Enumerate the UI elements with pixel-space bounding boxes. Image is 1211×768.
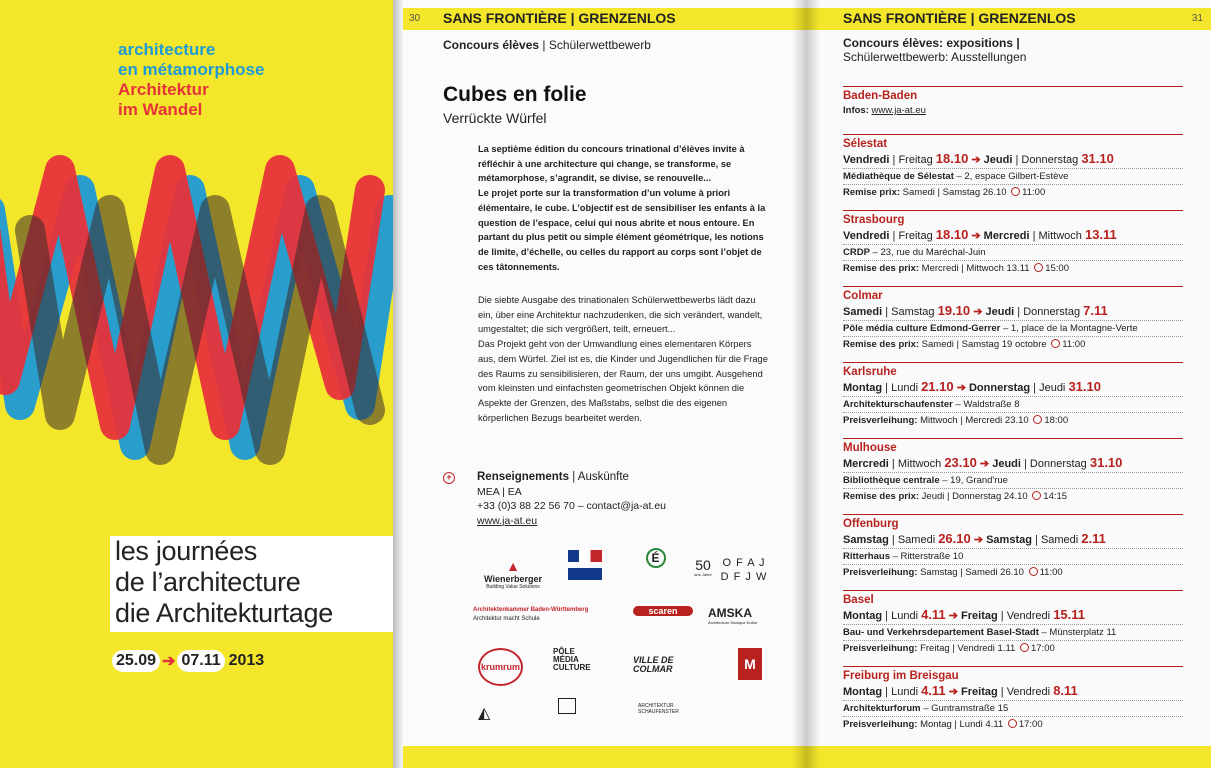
gutter-shadow [792,0,806,768]
arrow-icon: ➔ [973,534,984,546]
event-city: Karlsruhe [843,366,897,378]
e-icon: É [646,548,666,568]
logo-architektenkammer: Architektenkammer Baden-Württemberg Architektur macht Schule [473,607,589,622]
arrow-icon: ➔ [948,686,958,698]
event-baden-baden [843,86,1183,119]
page-footer-band-right [806,746,1211,768]
logo-ville-colmar: VILLE DE COLMAR [633,655,674,674]
section-label-right [843,36,1026,64]
cover-line-de-1: Architektur [118,80,209,99]
arrow-icon: ➔ [162,653,176,670]
clock-icon [1051,339,1060,348]
event-city: Offenburg [843,518,899,530]
info-web-link[interactable]: www.ja-at.eu [477,514,538,527]
event-city: Basel [843,594,874,606]
arrow-icon: ➔ [956,382,966,394]
page-number: 30 [409,13,421,24]
event-selestat: Sélestat Vendredi | Freitag 18.10 ➔ Jeudi | Donnerstag 31.10 Médiathèque de Sélestat – 2, espace Gilbert-Estève Remise prix: Samedi | Samstag 26.10 11:00 [843,134,1183,210]
page-31 [806,0,1211,768]
cover-page [0,0,393,768]
date-end: 07.11 [177,650,224,672]
logo-french-republic [568,550,602,588]
sponsor-logos [473,548,793,738]
event-city: Strasbourg [843,214,905,226]
brick-icon: ▲ [506,558,520,574]
cover-title-line-1: les journées [115,536,257,566]
event-mulhouse: Mulhouse Mercredi | Mittwoch 23.10 ➔ Jeudi | Donnerstag 31.10 Bibliothèque centrale – 19, Grand'rue Remise des prix: Jeudi | Donnerstag 24.10 14:15 [843,438,1183,514]
page-number-right: 31 [1191,13,1203,24]
info-label-de: Auskünfte [577,471,629,483]
cover-line-fr-2: en métamorphose [118,60,265,79]
logo-amska: AMSKA Architecture Musique Kultur [708,606,758,625]
clock-icon [1011,187,1020,196]
event-dates: Montag | Lundi 4.11 ➔ Freitag | Vendredi 8.11 [843,683,1183,701]
event-dates: Samstag | Samedi 26.10 ➔ Samstag | Samedi 2.11 [843,531,1183,549]
event-city: Mulhouse [843,442,897,454]
paragraph-german: Die siebte Ausgabe des trinationalen Schülerwettbewerbs lädt dazu ein, über eine Architektur nachzudenken, die sich verändert, wandelt, umgestaltet; die sich vergrößert, teilt, erneuert... Das Projekt geht von der Umwandlung eines elementaren Körpers aus, dem Würfel. Ziel ist es, die Kinder und Jugendlichen für die Frage des Raums zu sensibilisieren, der Raum, der uns umgibt. Ausgehend vom kleinsten und einfachsten geometrischen Objekt können die Aspekte der Grenzen, des Maßstabs, selbst die des eigenen körperlichen Bezugs bearbeitet werden. [478,295,768,423]
logo-mediatheque [628,548,683,592]
event-dates: Vendredi | Freitag 18.10 ➔ Jeudi | Donnerstag 31.10 [843,151,1183,169]
cover-line-de-2: im Wandel [118,100,203,119]
event-city: Colmar [843,290,883,302]
event-dates: Vendredi | Freitag 18.10 ➔ Mercredi | Mittwoch 13.11 [843,227,1183,245]
info-org: MEA | EA [477,485,522,498]
event-colmar: Colmar Samedi | Samstag 19.10 ➔ Jeudi | Donnerstag 7.11 Pôle média culture Edmond-Gerrer – 1, place de la Montagne-Verte Remise des prix: Samedi | Samstag 19 octobre 11:00 [843,286,1183,362]
section-de: Schülerwettbewerb [548,38,651,52]
article-subtitle: Verrückte Würfel [443,110,547,126]
section-fr: Concours élèves [443,38,540,52]
section-label [443,38,651,52]
arrow-icon: ➔ [979,458,990,470]
cover-line-fr-1: architecture [118,40,216,59]
cover-gap [393,0,403,768]
event-dates: Montag | Lundi 21.10 ➔ Donnerstag | Jeudi 31.10 [843,379,1183,397]
logo-ofaj: O F A J D F J W [720,557,768,583]
cover-dates [112,650,264,672]
event-city: Sélestat [843,138,888,150]
clock-icon [1008,719,1017,728]
wm-logo-graphic [0,150,393,480]
event-web-link[interactable]: www.ja-at.eu [871,105,926,116]
page-30: 30 SANS FRONTIÈRE | GRENZENLOS Concours élèves | Schülerwettbewerb Cubes en folie Verrückte Würfel La septième édition du concours trinational d’élèves invite à réfléchir à une architecture qui change, se transforme, se métamorphose, s’agrandit, se divise, se renouvelle... Le projet porte sur la transformation d’un volume à priori élémentaire, le cube. L’objectif est de sensibiliser les enfants à la question de l’espace, celui qui nous abrite et nous entoure. En partant du plus petit ou simple élément géométrique, les notions de limite, d’échelle, ou celles du rapport au corps sont l’objet de ces tâtonnements. Die siebte Ausgabe des trinationalen Schülerwettbewerbs lädt dazu ein, über eine Architektur nachzudenken, die sich verändert, wandelt, umgestaltet; die sich vergrößert, teilt, erneuert... Das Projekt geht von der Umwandlung eines elementaren Körpers aus, dem Würfel. Ziel ist es, die Kinder und Jugendlichen für die Frage des Raums zu sensibilisieren, der Raum, der uns umgibt. Ausgehend vom kleinsten und einfachsten geometrischen Objekt können die Aspekte der Grenzen, des Maßstabs, selbst die des eigenen körperlichen Bezugs bearbeitet werden. + Renseignements | Auskünfte MEA | EA +33 (0)3 88 22 56 70 – contact@ja-at.eu www.ja-at.eu ▲ Wienerberger Building Value Solutions É 50 ans Jahre O F A J D F J W Architektenkammer Baden-Württemberg Architektur macht Schule scaren AMSKA Architecture Musique Kultur krumrum PÔLE MÉDIA CULTURE VILLE DE COLMAR M ◭ ARCHITEKTUR SCHAUFENSTER [403,0,806,768]
clock-icon [1029,567,1038,576]
section-de-right: Schülerwettbewerb: Ausstellungen [843,50,1027,64]
logo-scaren: scaren [633,606,693,616]
plus-circle-icon: + [443,472,455,484]
article-title: Cubes en folie [443,83,587,106]
clock-icon [1020,643,1029,652]
page-header-title: SANS FRONTIÈRE | GRENZENLOS [443,10,676,26]
logo-architektur-schaufenster: ARCHITEKTUR SCHAUFENSTER [638,703,679,715]
logo-museum: M [738,648,762,680]
logo-wienerberger: ▲ Wienerberger Building Value Solutions [473,558,553,590]
clock-icon [1033,415,1042,424]
logo-krumrum: krumrum [478,648,523,686]
event-dates: Mercredi | Mittwoch 23.10 ➔ Jeudi | Donnerstag 31.10 [843,455,1183,473]
page-header-band [403,8,806,30]
arrow-icon: ➔ [948,610,958,622]
section-fr-right: Concours élèves: expositions | [843,36,1020,50]
clock-icon [1034,263,1043,272]
event-dates: Montag | Lundi 4.11 ➔ Freitag | Vendredi 15.11 [843,607,1183,625]
clock-icon [1032,491,1041,500]
info-label-fr: Renseignements [477,471,570,483]
date-start: 25.09 [112,650,160,672]
page-footer-band [403,746,806,768]
cover-title-line-3: die Architekturtage [115,598,333,628]
cover-title [115,536,333,629]
event-strasbourg: Strasbourg Vendredi | Freitag 18.10 ➔ Mercredi | Mittwoch 13.11 CRDP – 23, rue du Maréchal-Juin Remise des prix: Mercredi | Mittwoch 13.11 15:00 [843,210,1183,286]
section-sep: | [539,38,549,52]
info-contact[interactable]: +33 (0)3 88 22 56 70 – contact@ja-at.eu [477,500,666,512]
event-freiburg: Freiburg im Breisgau Montag | Lundi 4.11 ➔ Freitag | Vendredi 8.11 Architekturforum – Guntramstraße 15 Preisverleihung: Montag | Lundi 4.11 17:00 [843,666,1183,742]
cover-title-line-2: de l’architecture [115,567,301,597]
event-karlsruhe: Karlsruhe Montag | Lundi 21.10 ➔ Donnerstag | Jeudi 31.10 Architekturschaufenster – Waldstraße 8 Preisverleihung: Mittwoch | Mercredi 23.10 18:00 [843,362,1183,438]
event-dates: Samedi | Samstag 19.10 ➔ Jeudi | Donnerstag 7.11 [843,303,1183,321]
event-offenburg: Offenburg Samstag | Samedi 26.10 ➔ Samstag | Samedi 2.11 Ritterhaus – Ritterstraße 10 Preisverleihung: Samstag | Samedi 26.10 11:00 [843,514,1183,590]
cover-subtitle [118,40,264,120]
page-header-band-right [806,8,1211,30]
paragraph-french: La septième édition du concours trinational d’élèves invite à réfléchir à une architecture qui change, se transforme, se métamorphose, s’agrandit, se divise, se renouvelle... Le projet porte sur la transformation d’un volume à priori élémentaire, le cube. L’objectif est de sensibiliser les enfants à la question de l’espace, celui qui nous abrite et nous entoure. En partant du plus petit ou simple élément géométrique, les notions de limite, d’échelle, ou celles du rapport au corps sont l’objet de ces tâtonnements. [478,144,766,272]
event-city: Freiburg im Breisgau [843,670,959,682]
arrow-icon: ➔ [973,306,983,318]
page-header-title-right: SANS FRONTIÈRE | GRENZENLOS [843,10,1076,26]
date-year: 2013 [228,652,265,669]
event-list [843,86,1183,742]
logo-pole-media: PÔLE MÉDIA CULTURE [553,647,591,672]
event-city: Baden-Baden [843,90,918,102]
arrow-icon: ➔ [971,230,981,242]
arrow-icon: ➔ [971,154,981,166]
gutter-shadow-right [806,0,820,768]
event-basel: Basel Montag | Lundi 4.11 ➔ Freitag | Vendredi 15.11 Bau- und Verkehrsdepartement Basel-Stadt – Münsterplatz 11 Preisverleihung: Freitag | Vendredi 1.11 17:00 [843,590,1183,666]
event-label: Infos: [843,105,872,116]
logo-ofaj-50: 50 ans Jahre [694,557,712,577]
logo-ea: ◭ [478,705,491,722]
logo-musee [558,698,576,714]
